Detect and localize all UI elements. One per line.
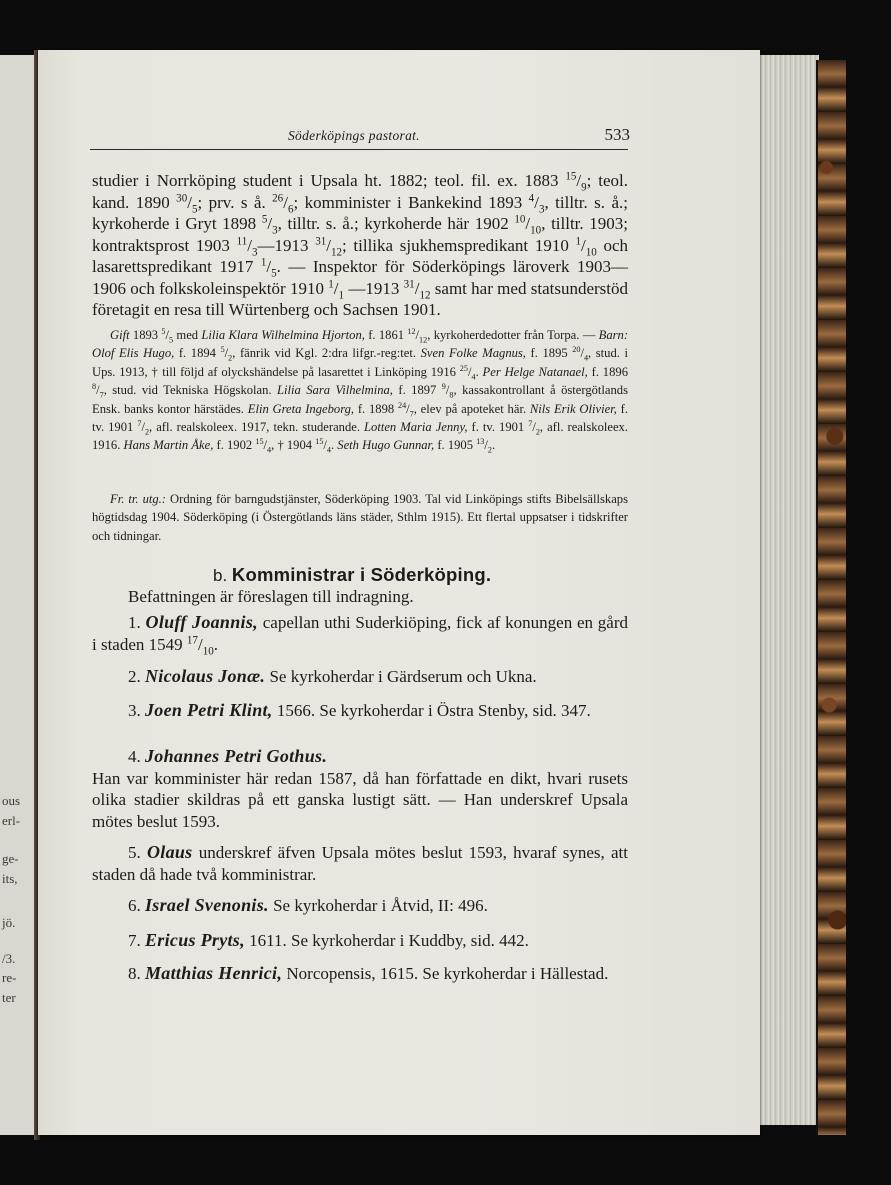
publications-label: Fr. tr. utg.: — [110, 492, 167, 506]
entry-name: Nicolaus Jonæ. — [145, 666, 266, 686]
entry-name: Johannes Petri Gothus. — [145, 746, 328, 766]
left-fragment: ous — [2, 793, 21, 808]
running-head-title: Söderköpings pastorat. — [288, 128, 420, 143]
entry-5: 5. Olaus underskref äfven Upsala mötes beslut 1593, hvaraf synes, att staden då hade två komministrar. — [92, 842, 628, 884]
entry-name: Olaus — [146, 842, 193, 862]
career-paragraph: studier i Norrköping student i Upsala ht. 1882; teol. fil. ex. 1883 $^{15}/_9$; teol. kand. 1890 $^{30}/_5$; prv. s å. $^{26}/_6$; komminister i Bankekind 1893 $^4/_3$, tilltr. s. å.; kyrkoherde i Gryt 1898 $^5/_3$, tilltr. s. å.; kyrkoherde här 1902 $^{10}/_{10}$, tilltr. 1903; kontraktsprost 1903 $^{11}/_3—1913$ $^{31}/_{12}$; tillika sjukhemspredikant 1910 $^1/_{10}$ och lasarettspredikant 1917 $^1/_5$. — Inspektor för Söderköpings läroverk 1903—1906 och folkskoleinspektör 1910 $^1/_1$ —1913 $^{31}/_{12}$ samt har med statsunderstöd företagit en resa till Würtenberg och Sachsen 1901. — [92, 170, 629, 319]
left-fragment: erl- — [2, 813, 21, 828]
entry-3: 3. Joen Petri Klint, 1566. Se kyrkoherdar i Östra Stenby, sid. 347. — [128, 700, 591, 720]
book-page — [38, 50, 760, 1135]
section-heading — [213, 564, 491, 586]
entry-name: Israel Svenonis. — [145, 895, 269, 915]
entry-name: Ericus Pryts, — [145, 930, 245, 950]
left-fragment: re- — [2, 970, 17, 985]
entry-name: Oluff Joannis, — [145, 612, 258, 632]
entry-1: 1. Oluff Joannis, capellan uthi Suderkiöping, fick af konungen en gård i staden 1549 $^{17}/_{10}$. — [92, 612, 629, 657]
wife-name: Lilia Klara Wilhelmina Hjorton, — [201, 328, 365, 342]
entry-6: 6. Israel Svenonis. Se kyrkoherdar i Åtvid, II: 496. — [128, 895, 488, 915]
left-fragment: ge- — [2, 851, 19, 866]
left-fragment: jö. — [2, 915, 16, 930]
marbled-cover-edge — [816, 60, 846, 1135]
section-letter: b. — [213, 566, 228, 585]
entry-7: 7. Ericus Pryts, 1611. Se kyrkoherdar i Kuddby, sid. 442. — [128, 930, 529, 950]
family-note: Gift 1893 $^5/_5$ med Lilia Klara Wilhelmina Hjorton, f. 1861 $^{12}/_{12}$, kyrkoherdedotter från Torpa. — Barn: Olof Elis Hugo, f. 1894 $^5/_2$, fänrik vid Kgl. 2:dra lifgr.-reg:tet. Sven Folke Magnus, f. 1895 $^{20}/_4$, stud. i Ups. 1913, † till följd af olyckshändelse på lasarettet i Linköping 1916 $^{25}/_4$. Per Helge Natanael, f. 1896 $^8/_7$, stud. vid Tekniska Högskolan. Lilia Sara Vilhelmina, f. 1897 $^9/_8$, kassakontrollant å östergötlands Ensk. banks kontor härstädes. Elin Greta Ingeborg, f. 1898 $^{24}/_7$, elev på apoteket här. Nils Erik Olivier, f. tv. 1901 $^7/_2$, afl. realskoleex. 1917, tekn. studerande. Lotten Maria Jenny, f. tv. 1901 $^7/_2$, afl. realskoleex. 1916. Hans Martin Åke, f. 1902 $^{15}/_4$, † 1904 $^{15}/_4$. Seth Hugo Gunnar, f. 1905 $^{13}/_2$. — [92, 326, 629, 455]
entry-name: Matthias Henrici, — [145, 963, 283, 983]
entry-name: Joen Petri Klint, — [145, 700, 273, 720]
page-stack-edge — [756, 55, 819, 1125]
page-number: 533 — [604, 125, 630, 144]
header-rule — [90, 149, 628, 150]
section-intro: Befattningen är föreslagen till indragning. — [128, 587, 414, 606]
publications-note: Fr. tr. utg.: Ordning för barngudstjänster, Söderköping 1903. Tal vid Linköpings stifts Bibelsällskaps högtidsdag 1904. Söderköping (i Östergötlands läns städer, Sthlm 1915). Ett flertal uppsatser i tidskrifter och tidningar. — [92, 492, 628, 543]
left-fragment: ter — [2, 990, 16, 1005]
left-fragment: /3. — [2, 951, 16, 966]
entry-2: 2. Nicolaus Jonæ. Se kyrkoherdar i Gärdserum och Ukna. — [128, 666, 537, 686]
running-head — [90, 125, 630, 154]
section-title: Komministrar i Söderköping. — [231, 564, 492, 585]
left-fragment: its, — [2, 871, 18, 886]
left-facing-page — [0, 55, 35, 1135]
entry-4: 4. Johannes Petri Gothus. Han var komminister här redan 1587, då han författade en dikt, hvari rusets olika stadier skildras på ett ganska lustigt sätt. — Han underskref Upsala mötes beslut 1593. — [92, 746, 628, 831]
entry-8: 8. Matthias Henrici, Norcopensis, 1615. Se kyrkoherdar i Hällestad. — [128, 963, 609, 983]
